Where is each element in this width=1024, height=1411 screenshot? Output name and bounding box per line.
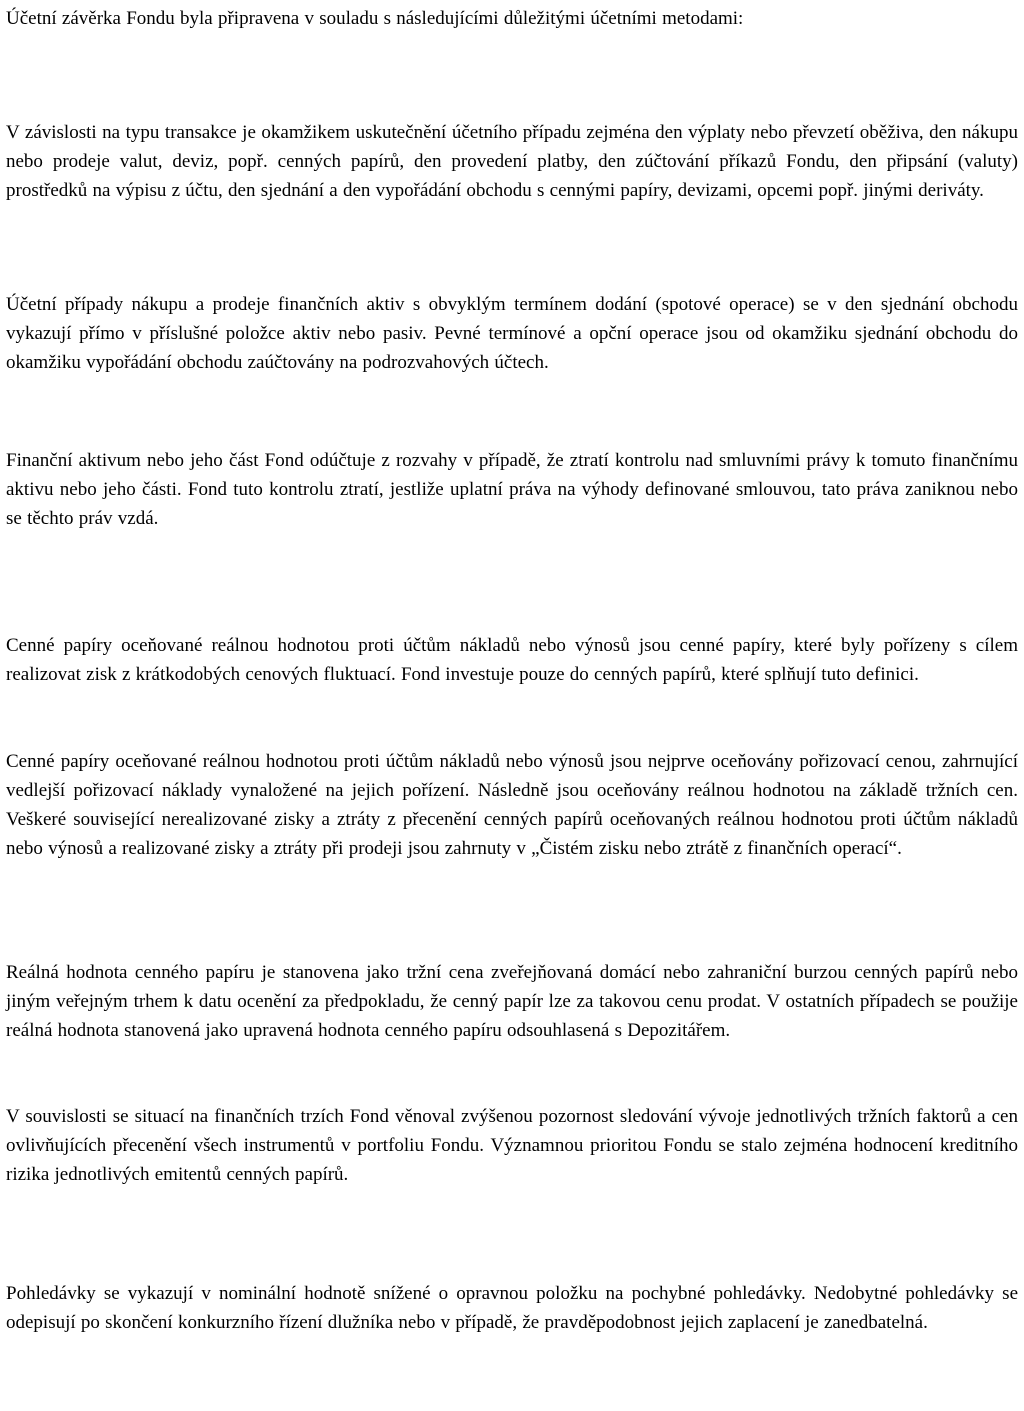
paragraph-securities-definition: Cenné papíry oceňované reálnou hodnotou proti účtům nákladů nebo výnosů jsou cenné papíry, které byly pořízeny s cílem realizovat zisk z krátkodobých cenových fluktuací. Fond investuje pouze do cenných papírů, které splňují tuto definici. xyxy=(6,635,1018,685)
paragraph-receivables: Pohledávky se vykazují v nominální hodnotě snížené o opravnou položku na pochybné pohledávky. Nedobytné pohledávky se odepisují po skončení konkurzního řízení dlužníka nebo v případě, že pravděpodobnost jejich zaplacení je zanedbatelná. xyxy=(6,1283,1018,1333)
intro-text: Účetní závěrka Fondu byla připravena v souladu s následujícími důležitými účetními metodami: xyxy=(6,8,744,29)
paragraph-securities-valuation: Cenné papíry oceňované reálnou hodnotou proti účtům nákladů nebo výnosů jsou nejprve oceňovány pořizovací cenou, zahrnující vedlejší pořizovací náklady vynaložené na jejich pořízení. Následně jsou oceňovány reálnou hodnotou na základě tržních cen. Veškeré související nerealizované zisky a ztráty z přecenění cenných papírů oceňovaných reálnou hodnotou proti účtům nákladů nebo výnosů a realizované zisky a ztráty při prodeji jsou zahrnuty v „Čistém zisku nebo ztrátě z finančních operací“. xyxy=(6,751,1018,859)
paragraph-spot-operations: Účetní případy nákupu a prodeje finančních aktiv s obvyklým termínem dodání (spotové operace) se v den sjednání obchodu vykazují přímo v příslušné položce aktiv nebo pasiv. Pevné termínové a opční operace jsou od okamžiku sjednání obchodu do okamžiku vypořádání obchodu zaúčtovány na podrozvahových účtech. xyxy=(6,294,1018,373)
paragraph-derecognition: Finanční aktivum nebo jeho část Fond odúčtuje z rozvahy v případě, že ztratí kontrolu nad smluvními právy k tomuto finančnímu aktivu nebo jeho části. Fond tuto kontrolu ztratí, jestliže uplatní práva na výhody definované smlouvou, tato práva zaniknou nebo se těchto práv vzdá. xyxy=(6,450,1018,529)
paragraph-fair-value: Reálná hodnota cenného papíru je stanovena jako tržní cena zveřejňovaná domácí nebo zahraniční burzou cenných papírů nebo jiným veřejným trhem k datu ocenění za předpokladu, že cenný papír lze za takovou cenu prodat. V ostatních případech se použije reálná hodnota stanovená jako upravená hodnota cenného papíru odsouhlasená s Depozitářem. xyxy=(6,962,1018,1041)
paragraph-transaction-moment: V závislosti na typu transakce je okamžikem uskutečnění účetního případu zejména den výplaty nebo převzetí oběživa, den nákupu nebo prodeje valut, deviz, popř. cenných papírů, den provedení platby, den zúčtování příkazů Fondu, den připsání (valuty) prostředků na výpisu z účtu, den sjednání a den vypořádání obchodu s cennými papíry, devizami, opcemi popř. jinými deriváty. xyxy=(6,122,1018,201)
paragraph-market-situation: V souvislosti se situací na finančních trzích Fond věnoval zvýšenou pozornost sledování vývoje jednotlivých tržních faktorů a cen ovlivňujících přecenění všech instrumentů v portfoliu Fondu. Významnou prioritou Fondu se stalo zejména hodnocení kreditního rizika jednotlivých emitentů cenných papírů. xyxy=(6,1106,1018,1185)
